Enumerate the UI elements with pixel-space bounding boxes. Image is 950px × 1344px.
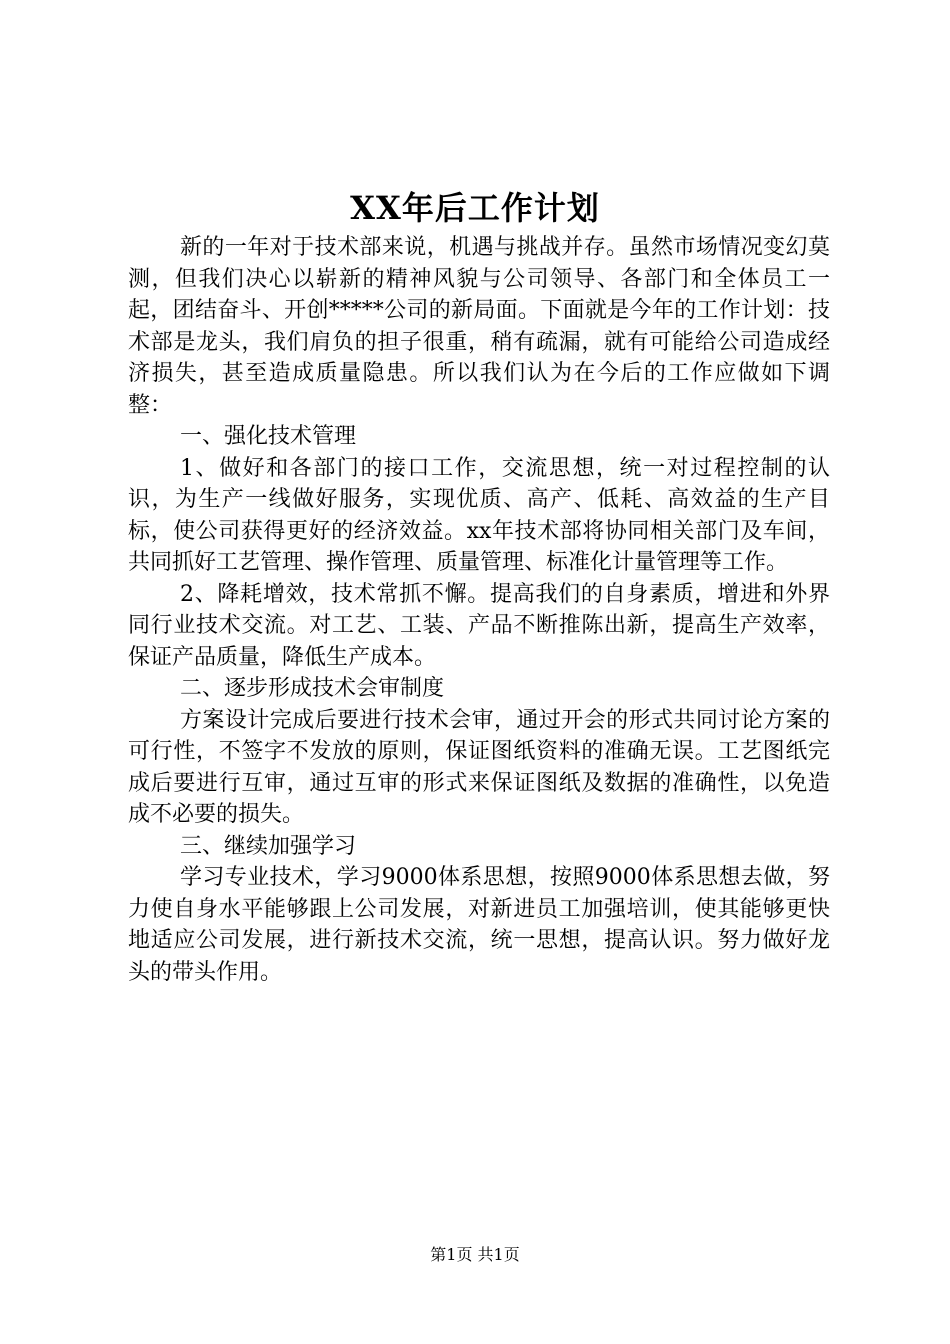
section-heading-2: 二、逐步形成技术会审制度 bbox=[180, 676, 445, 701]
section-heading-1: 一、强化技术管理 bbox=[180, 424, 357, 449]
section-1-item-2: 2、降耗增效，技术常抓不懈。提高我们的自身素质，增进和外界同行业技术交流。对工艺、工装、产品不断推陈出新，提高生产效率，保证产品质量，降低生产成本。 bbox=[128, 581, 830, 670]
document-title: XX年后工作计划 bbox=[350, 189, 600, 227]
intro-paragraph: 新的一年对于技术部来说，机遇与挑战并存。虽然市场情况变幻莫测，但我们决心以崭新的精神风貌与公司领导、各部门和全体员工一起，团结奋斗、开创*****公司的新局面。下面就是今年的工作计划：技术部是龙头，我们肩负的担子很重，稍有疏漏，就有可能给公司造成经济损失，甚至造成质量隐患。所以我们认为在今后的工作应做如下调整： bbox=[128, 235, 830, 418]
section-3-paragraph: 学习专业技术，学习9000体系思想，按照9000体系思想去做，努力使自身水平能够跟上公司发展，对新进员工加强培训，使其能够更快地适应公司发展，进行新技术交流，统一思想，提高认识。努力做好龙头的带头作用。 bbox=[128, 865, 830, 985]
section-2-paragraph: 方案设计完成后要进行技术会审，通过开会的形式共同讨论方案的可行性，不签字不发放的原则，保证图纸资料的准确无误。工艺图纸完成后要进行互审，通过互审的形式来保证图纸及数据的准确性，以免造成不必要的损失。 bbox=[128, 707, 830, 827]
document-body bbox=[128, 232, 830, 988]
section-1-item-1: 1、做好和各部门的接口工作，交流思想，统一对过程控制的认识，为生产一线做好服务，实现优质、高产、低耗、高效益的生产目标，使公司获得更好的经济效益。xx年技术部将协同相关部门及车间，共同抓好工艺管理、操作管理、质量管理、标准化计量管理等工作。 bbox=[128, 455, 830, 575]
page-footer: 第1页 共1页 bbox=[430, 1245, 520, 1264]
section-heading-3: 三、继续加强学习 bbox=[180, 833, 357, 859]
